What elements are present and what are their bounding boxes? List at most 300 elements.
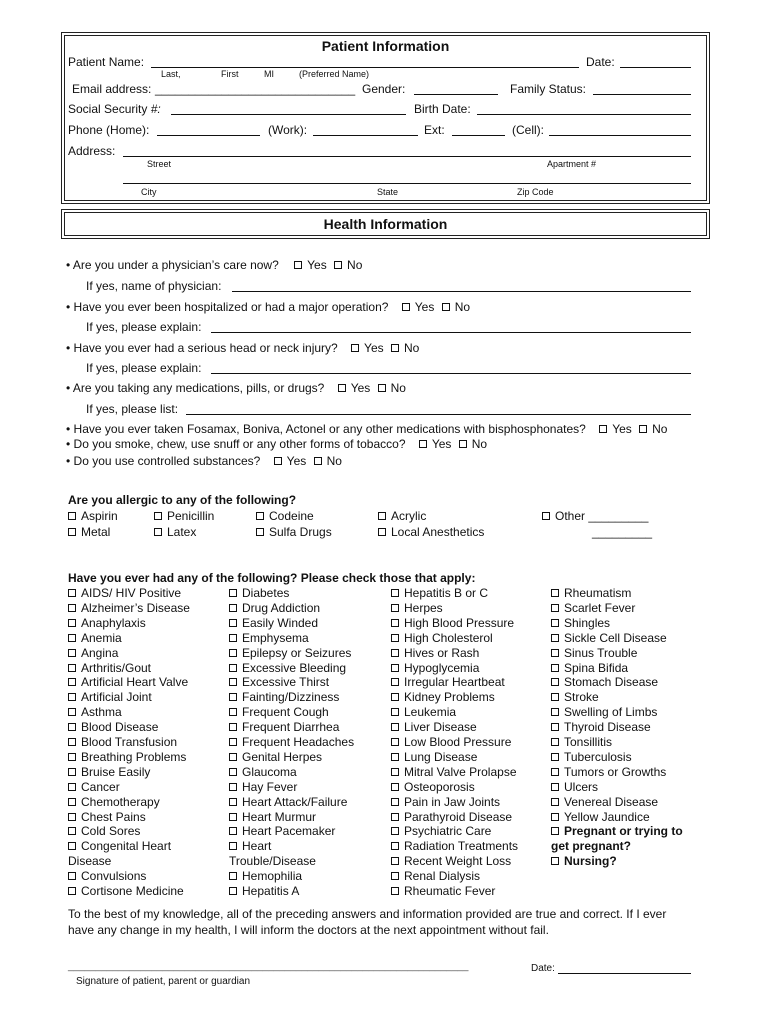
condition-label: Hepatitis B or C — [404, 586, 489, 600]
ext-field[interactable] — [452, 135, 505, 136]
condition-label: Psychiatric Care — [404, 824, 492, 839]
q2-followup-label: If yes, please explain: — [86, 320, 202, 334]
condition-label: Sinus Trouble — [564, 645, 638, 660]
condition-label: Blood Disease — [81, 720, 159, 735]
condition-label: Emphysema — [242, 630, 309, 645]
q6-no-checkbox[interactable] — [459, 440, 467, 448]
condition-get-pregnant — [551, 839, 631, 853]
condition-label: Blood Transfusion — [81, 735, 178, 749]
checkbox-icon[interactable] — [378, 528, 386, 536]
physician-name-field[interactable] — [232, 291, 691, 292]
allergy-metal[interactable]: Metal — [68, 525, 110, 539]
condition-label: Heart Pacemaker — [242, 824, 336, 839]
condition-easily-winded[interactable] — [229, 616, 318, 630]
email-field[interactable]: ______________________________ — [155, 82, 356, 96]
checkbox-icon[interactable] — [68, 842, 76, 850]
checkbox-icon[interactable] — [68, 512, 76, 520]
q1-yes-checkbox[interactable] — [294, 261, 302, 269]
allergy-other-blank-2[interactable]: _________ — [592, 525, 653, 539]
checkbox-icon[interactable] — [68, 783, 76, 791]
condition-label: Swelling of Limbs — [564, 705, 658, 720]
gender-field[interactable] — [414, 94, 498, 95]
checkbox-icon[interactable] — [68, 634, 76, 642]
condition-trouble-disease — [229, 854, 316, 868]
checkbox-icon[interactable] — [391, 827, 399, 835]
birth-date-label: Birth Date: — [414, 102, 471, 116]
condition-spina-bifida[interactable] — [551, 661, 628, 675]
name-hint-mi: MI — [264, 69, 274, 79]
condition-label: Kidney Problems — [404, 690, 495, 705]
checkbox-icon[interactable] — [391, 842, 399, 850]
patient-date-field[interactable] — [620, 67, 691, 68]
checkbox-icon[interactable] — [391, 753, 399, 761]
condition-label: Hay Fever — [242, 779, 298, 794]
checkbox-icon[interactable] — [551, 708, 559, 716]
condition-venereal-disease[interactable] — [551, 795, 658, 809]
question-head-injury: • Have you ever had a serious head or neck injury? Yes No — [66, 341, 420, 355]
condition-anaphylaxis[interactable] — [68, 616, 146, 630]
condition-arthritis-gout[interactable] — [68, 661, 151, 675]
condition-herpes[interactable] — [391, 601, 443, 615]
q3-no-checkbox[interactable] — [391, 344, 399, 352]
q5-no-checkbox[interactable] — [639, 425, 647, 433]
checkbox-icon[interactable] — [229, 798, 237, 806]
condition-label: Heart — [242, 839, 272, 854]
condition-bruise-easily[interactable] — [68, 765, 150, 779]
condition-label: Shingles — [564, 615, 611, 630]
checkbox-icon[interactable] — [68, 589, 76, 597]
checkbox-icon[interactable] — [391, 723, 399, 731]
q7-yes-checkbox[interactable] — [274, 457, 282, 465]
condition-parathyroid-disease[interactable] — [391, 810, 512, 824]
checkbox-icon[interactable] — [551, 619, 559, 627]
condition-label: Stroke — [564, 690, 599, 705]
checkbox-icon[interactable] — [68, 887, 76, 895]
checkbox-icon[interactable] — [229, 649, 237, 657]
checkbox-icon[interactable] — [229, 783, 237, 791]
condition-label: Tonsillitis — [564, 735, 613, 749]
condition-label: Hypoglycemia — [404, 660, 480, 675]
patient-info-title: Patient Information — [321, 38, 450, 54]
condition-label: Easily Winded — [242, 615, 319, 630]
condition-heart-murmur[interactable] — [229, 810, 316, 824]
allergy-aspirin[interactable]: Aspirin — [68, 509, 118, 523]
checkbox-icon[interactable] — [68, 813, 76, 821]
checkbox-icon[interactable] — [229, 604, 237, 612]
condition-leukemia[interactable] — [391, 705, 456, 719]
condition-label: Scarlet Fever — [564, 600, 636, 615]
condition-label: Heart Attack/Failure — [242, 794, 348, 809]
condition-hemophilia[interactable] — [229, 869, 302, 883]
condition-tonsillitis[interactable] — [551, 735, 612, 749]
checkbox-icon[interactable] — [256, 528, 264, 536]
q3-yes-checkbox[interactable] — [351, 344, 359, 352]
condition-heart[interactable] — [229, 839, 271, 853]
condition-label: Frequent Cough — [242, 705, 329, 720]
condition-disease — [68, 854, 111, 868]
name-hint-last: Last, — [161, 69, 181, 79]
street-hint: Street — [147, 159, 172, 169]
checkbox-icon[interactable] — [229, 887, 237, 895]
condition-label: Pain in Jaw Joints — [404, 794, 501, 809]
condition-chest-pains[interactable] — [68, 810, 146, 824]
checkbox-icon[interactable] — [68, 708, 76, 716]
condition-psychiatric-care[interactable] — [391, 824, 491, 838]
condition-radiation-treatments[interactable] — [391, 839, 518, 853]
condition-label: Frequent Diarrhea — [242, 720, 340, 735]
checkbox-icon[interactable] — [68, 753, 76, 761]
checkbox-icon[interactable] — [551, 738, 559, 746]
conditions-heading: Have you ever had any of the following? Please check those that apply: — [68, 571, 476, 585]
checkbox-icon[interactable] — [68, 768, 76, 776]
checkbox-icon[interactable] — [391, 678, 399, 686]
condition-tumors-or-growths[interactable] — [551, 765, 666, 779]
checkbox-icon[interactable] — [68, 798, 76, 806]
condition-frequent-headaches[interactable] — [229, 735, 354, 749]
condition-aids-hiv-positive[interactable] — [68, 586, 181, 600]
question-hospitalized: • Have you ever been hospitalized or had a major operation? Yes No — [66, 300, 471, 314]
checkbox-icon[interactable] — [391, 664, 399, 672]
condition-kidney-problems[interactable] — [391, 690, 495, 704]
checkbox-icon[interactable] — [378, 512, 386, 520]
checkbox-icon[interactable] — [551, 857, 559, 865]
condition-label: Irregular Heartbeat — [404, 675, 505, 690]
condition-stroke[interactable] — [551, 690, 599, 704]
checkbox-icon[interactable] — [391, 708, 399, 716]
condition-cold-sores[interactable] — [68, 824, 140, 838]
checkbox-icon[interactable] — [391, 693, 399, 701]
phone-cell-label: (Cell): — [512, 123, 544, 137]
email-label: Email address: — [72, 82, 152, 96]
attestation-line-1: To the best of my knowledge, all of the preceding answers and information provided are true and correct. If I ever — [68, 907, 667, 921]
checkbox-icon[interactable] — [68, 827, 76, 835]
checkbox-icon[interactable] — [229, 813, 237, 821]
checkbox-icon[interactable] — [229, 738, 237, 746]
address-city-field[interactable] — [123, 183, 691, 184]
condition-hepatitis-a[interactable] — [229, 884, 299, 898]
checkbox-icon[interactable] — [68, 649, 76, 657]
condition-stomach-disease[interactable] — [551, 675, 658, 689]
condition-heart-attack-failure[interactable] — [229, 795, 347, 809]
signature-date-label: Date: — [531, 963, 555, 974]
condition-emphysema[interactable] — [229, 631, 309, 645]
checkbox-icon[interactable] — [551, 634, 559, 642]
condition-pregnant-or-trying-to[interactable] — [551, 824, 683, 838]
signature-caption: Signature of patient, parent or guardian — [76, 976, 251, 987]
condition-label: Nursing? — [564, 854, 617, 869]
condition-label: Alzheimer’s Disease — [81, 600, 190, 615]
condition-alzheimer-s-disease[interactable] — [68, 601, 190, 615]
q4-no-checkbox[interactable] — [378, 384, 386, 392]
checkbox-icon[interactable] — [391, 798, 399, 806]
condition-drug-addiction[interactable] — [229, 601, 320, 615]
checkbox-icon[interactable] — [229, 768, 237, 776]
injury-explain-field[interactable] — [211, 373, 691, 374]
condition-label: Herpes — [404, 600, 443, 615]
checkbox-icon[interactable] — [551, 604, 559, 612]
condition-asthma[interactable] — [68, 705, 122, 719]
checkbox-icon[interactable] — [542, 512, 550, 520]
condition-high-cholesterol[interactable] — [391, 631, 493, 645]
checkbox-icon[interactable] — [229, 842, 237, 850]
checkbox-icon[interactable] — [391, 619, 399, 627]
checkbox-icon[interactable] — [391, 768, 399, 776]
checkbox-icon[interactable] — [391, 887, 399, 895]
state-hint: State — [377, 187, 399, 197]
signature-field[interactable]: ________________________________________________________________________ — [68, 961, 469, 972]
condition-recent-weight-loss[interactable] — [391, 854, 511, 868]
condition-label: Chest Pains — [81, 809, 146, 824]
checkbox-icon[interactable] — [551, 723, 559, 731]
checkbox-icon[interactable] — [229, 753, 237, 761]
condition-label: Anemia — [81, 630, 122, 645]
checkbox-icon[interactable] — [68, 693, 76, 701]
phone-work-field[interactable] — [313, 135, 418, 136]
condition-cancer[interactable] — [68, 780, 120, 794]
condition-tuberculosis[interactable] — [551, 750, 632, 764]
address-street-field[interactable] — [123, 156, 691, 157]
checkbox-icon[interactable] — [551, 753, 559, 761]
condition-rheumatism[interactable] — [551, 586, 631, 600]
condition-yellow-jaundice[interactable] — [551, 810, 650, 824]
signature-date-field[interactable] — [558, 973, 691, 974]
condition-label: Convulsions — [81, 869, 147, 884]
condition-convulsions[interactable] — [68, 869, 146, 883]
allergy-latex[interactable]: Latex — [154, 525, 196, 539]
condition-heart-pacemaker[interactable] — [229, 824, 335, 838]
q4-followup-label: If yes, please list: — [86, 402, 179, 416]
condition-label: Recent Weight Loss — [404, 854, 512, 869]
condition-epilepsy-or-seizures[interactable] — [229, 646, 351, 660]
checkbox-icon[interactable] — [68, 604, 76, 612]
checkbox-icon[interactable] — [154, 528, 162, 536]
condition-artificial-heart-valve[interactable] — [68, 675, 188, 689]
checkbox-icon[interactable] — [229, 723, 237, 731]
checkbox-icon[interactable] — [551, 649, 559, 657]
family-status-label: Family Status: — [510, 82, 587, 96]
condition-label: Excessive Bleeding — [242, 660, 347, 675]
condition-label: Cancer — [81, 779, 120, 794]
checkbox-icon[interactable] — [229, 634, 237, 642]
ssn-field[interactable] — [171, 114, 406, 115]
patient-date-label: Date: — [586, 55, 615, 69]
checkbox-icon[interactable] — [551, 813, 559, 821]
question-medications: • Are you taking any medications, pills, or drugs? Yes No — [66, 381, 406, 395]
checkbox-icon[interactable] — [391, 813, 399, 821]
condition-label: Congenital Heart — [81, 839, 172, 854]
condition-label: Venereal Disease — [564, 794, 659, 809]
checkbox-icon[interactable] — [68, 723, 76, 731]
condition-label: get pregnant? — [551, 839, 631, 854]
checkbox-icon[interactable] — [229, 664, 237, 672]
condition-label: High Blood Pressure — [404, 615, 515, 630]
q6-yes-checkbox[interactable] — [419, 440, 427, 448]
condition-ulcers[interactable] — [551, 780, 598, 794]
condition-scarlet-fever[interactable] — [551, 601, 635, 615]
condition-hay-fever[interactable] — [229, 780, 297, 794]
phone-home-field[interactable] — [157, 135, 260, 136]
condition-frequent-diarrhea[interactable] — [229, 720, 339, 734]
condition-sickle-cell-disease[interactable] — [551, 631, 667, 645]
condition-label: Trouble/Disease — [229, 854, 316, 869]
question-tobacco: • Do you smoke, chew, use snuff or any other forms of tobacco? Yes No — [66, 437, 488, 451]
medications-list-field[interactable] — [186, 414, 691, 415]
allergy-local-anesthetics[interactable]: Local Anesthetics — [378, 525, 484, 539]
hospitalized-explain-field[interactable] — [211, 332, 691, 333]
q5-yes-checkbox[interactable] — [599, 425, 607, 433]
phone-cell-field[interactable] — [549, 135, 691, 136]
condition-hypoglycemia[interactable] — [391, 661, 479, 675]
q2-no-checkbox[interactable] — [442, 303, 450, 311]
q4-yes-checkbox[interactable] — [338, 384, 346, 392]
condition-nursing[interactable] — [551, 854, 617, 868]
condition-low-blood-pressure[interactable] — [391, 735, 511, 749]
allergy-acrylic[interactable]: Acrylic — [378, 509, 426, 523]
family-status-field[interactable] — [593, 94, 691, 95]
condition-label: High Cholesterol — [404, 630, 493, 645]
checkbox-icon[interactable] — [551, 768, 559, 776]
condition-blood-transfusion[interactable] — [68, 735, 177, 749]
condition-label: Epilepsy or Seizures — [242, 645, 352, 660]
checkbox-icon[interactable] — [229, 619, 237, 627]
checkbox-icon[interactable] — [551, 827, 559, 835]
condition-fainting-dizziness[interactable] — [229, 690, 339, 704]
condition-label: Rheumatic Fever — [404, 884, 496, 898]
q7-no-checkbox[interactable] — [314, 457, 322, 465]
condition-thyroid-disease[interactable] — [551, 720, 651, 734]
condition-irregular-heartbeat[interactable] — [391, 675, 505, 689]
patient-name-field[interactable] — [151, 67, 579, 68]
checkbox-icon[interactable] — [551, 798, 559, 806]
checkbox-icon[interactable] — [229, 827, 237, 835]
condition-breathing-problems[interactable] — [68, 750, 186, 764]
condition-label: Osteoporosis — [404, 779, 475, 794]
checkbox-icon[interactable] — [551, 678, 559, 686]
checkbox-icon[interactable] — [391, 783, 399, 791]
allergy-codeine[interactable]: Codeine — [256, 509, 314, 523]
q1-no-checkbox[interactable] — [334, 261, 342, 269]
zip-hint: Zip Code — [517, 187, 554, 197]
patient-name-label: Patient Name: — [68, 55, 145, 69]
condition-pain-in-jaw-joints[interactable] — [391, 795, 500, 809]
checkbox-icon[interactable] — [229, 678, 237, 686]
checkbox-icon[interactable] — [391, 589, 399, 597]
condition-shingles[interactable] — [551, 616, 610, 630]
condition-angina[interactable] — [68, 646, 118, 660]
checkbox-icon[interactable] — [68, 738, 76, 746]
condition-genital-herpes[interactable] — [229, 750, 322, 764]
question-bisphosphonates: • Have you ever taken Fosamax, Boniva, Actonel or any other medications with bisphosphonates? Yes No — [66, 422, 668, 436]
checkbox-icon[interactable] — [551, 693, 559, 701]
checkbox-icon[interactable] — [68, 678, 76, 686]
condition-high-blood-pressure[interactable] — [391, 616, 514, 630]
birth-date-field[interactable] — [477, 114, 691, 115]
condition-liver-disease[interactable] — [391, 720, 477, 734]
condition-hives-or-rash[interactable] — [391, 646, 479, 660]
checkbox-icon[interactable] — [551, 664, 559, 672]
checkbox-icon[interactable] — [68, 664, 76, 672]
condition-label: Yellow Jaundice — [564, 809, 650, 824]
condition-frequent-cough[interactable] — [229, 705, 329, 719]
city-hint: City — [141, 187, 157, 197]
allergy-other[interactable]: Other _________ — [542, 509, 648, 523]
condition-label: Hepatitis A — [242, 884, 300, 898]
ssn-label: Social Security #: — [68, 102, 161, 116]
condition-diabetes[interactable] — [229, 586, 289, 600]
name-hint-preferred: (Preferred Name) — [299, 69, 370, 79]
condition-label: Tuberculosis — [564, 749, 632, 764]
condition-label: Lung Disease — [404, 749, 478, 764]
checkbox-icon[interactable] — [391, 872, 399, 880]
condition-blood-disease[interactable] — [68, 720, 158, 734]
allergies-heading: Are you allergic to any of the following? — [68, 493, 297, 507]
checkbox-icon[interactable] — [551, 589, 559, 597]
condition-congenital-heart[interactable] — [68, 839, 171, 853]
condition-label: AIDS/ HIV Positive — [81, 586, 182, 600]
condition-label: Bruise Easily — [81, 764, 151, 779]
condition-label: Cortisone Medicine — [81, 884, 184, 898]
condition-excessive-bleeding[interactable] — [229, 661, 346, 675]
name-hint-first: First — [221, 69, 239, 79]
condition-hepatitis-b-or-c[interactable] — [391, 586, 488, 600]
condition-glaucoma[interactable] — [229, 765, 297, 779]
condition-mitral-valve-prolapse[interactable] — [391, 765, 517, 779]
condition-osteoporosis[interactable] — [391, 780, 475, 794]
condition-label: Cold Sores — [81, 824, 141, 839]
condition-label: Excessive Thirst — [242, 675, 330, 690]
condition-label: Liver Disease — [404, 720, 477, 735]
condition-label: Drug Addiction — [242, 600, 321, 615]
q2-yes-checkbox[interactable] — [402, 303, 410, 311]
condition-label: Pregnant or trying to — [564, 824, 683, 839]
checkbox-icon[interactable] — [256, 512, 264, 520]
condition-anemia[interactable] — [68, 631, 122, 645]
checkbox-icon[interactable] — [391, 634, 399, 642]
condition-lung-disease[interactable] — [391, 750, 477, 764]
condition-label: Renal Dialysis — [404, 869, 481, 884]
checkbox-icon[interactable] — [68, 872, 76, 880]
condition-rheumatic-fever[interactable] — [391, 884, 495, 898]
condition-excessive-thirst[interactable] — [229, 675, 329, 689]
condition-label: Ulcers — [564, 779, 599, 794]
condition-label: Hemophilia — [242, 869, 303, 884]
checkbox-icon[interactable] — [154, 512, 162, 520]
checkbox-icon[interactable] — [229, 589, 237, 597]
checkbox-icon[interactable] — [391, 738, 399, 746]
checkbox-icon[interactable] — [391, 604, 399, 612]
checkbox-icon[interactable] — [229, 708, 237, 716]
checkbox-icon[interactable] — [229, 872, 237, 880]
checkbox-icon[interactable] — [391, 857, 399, 865]
condition-label: Rheumatism — [564, 586, 632, 600]
allergy-penicillin[interactable]: Penicillin — [154, 509, 214, 523]
checkbox-icon[interactable] — [391, 649, 399, 657]
checkbox-icon[interactable] — [229, 693, 237, 701]
condition-swelling-of-limbs[interactable] — [551, 705, 657, 719]
condition-chemotherapy[interactable] — [68, 795, 160, 809]
condition-sinus-trouble[interactable] — [551, 646, 637, 660]
condition-label: Fainting/Dizziness — [242, 690, 340, 705]
condition-cortisone-medicine[interactable] — [68, 884, 184, 898]
condition-renal-dialysis[interactable] — [391, 869, 480, 883]
checkbox-icon[interactable] — [68, 528, 76, 536]
question-controlled-substances: • Do you use controlled substances? Yes No — [66, 454, 342, 468]
checkbox-icon[interactable] — [551, 783, 559, 791]
condition-artificial-joint[interactable] — [68, 690, 152, 704]
checkbox-icon[interactable] — [68, 619, 76, 627]
condition-label: Diabetes — [242, 586, 290, 600]
allergy-sulfa-drugs[interactable]: Sulfa Drugs — [256, 525, 332, 539]
